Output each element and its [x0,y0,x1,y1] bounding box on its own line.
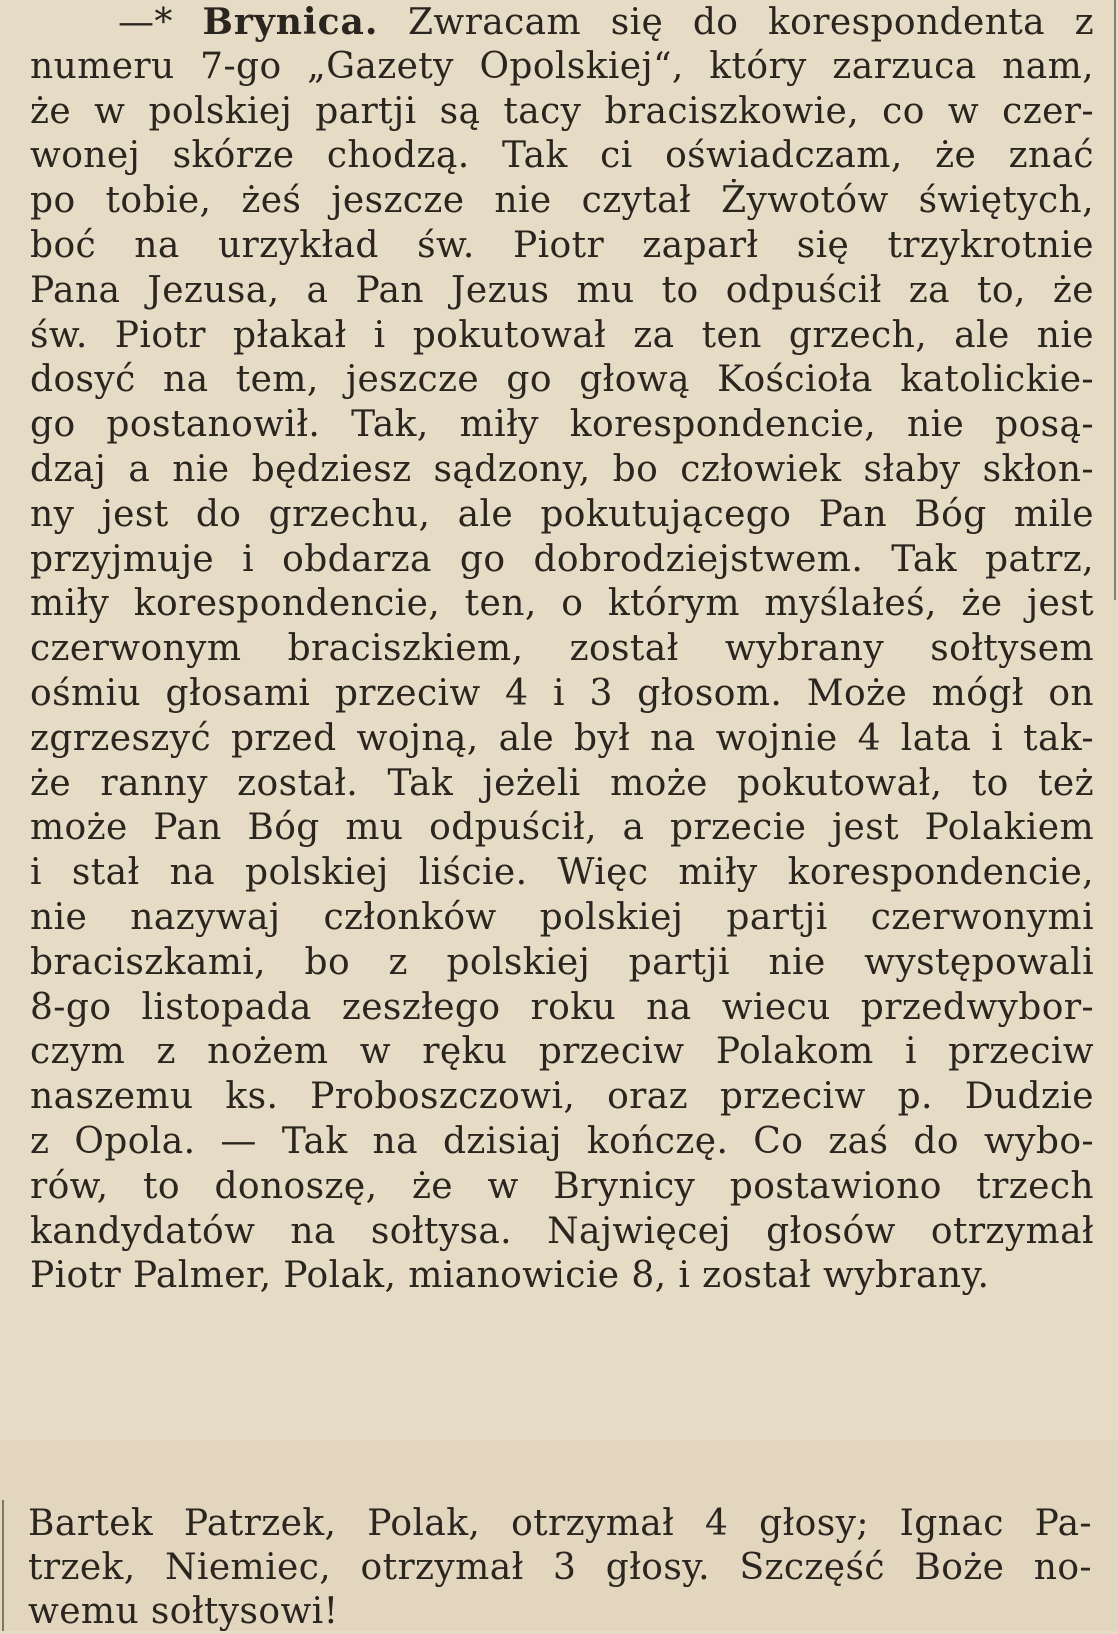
dateline-prefix: —* [118,2,203,43]
article-line: miły korespondencie, ten, o którym myślałeś, że jest [30,583,1094,625]
article-line: może Pan Bóg mu odpuścił, a przecie jest Polakiem [30,807,1094,849]
article-line: dosyć na tem, jeszcze go głową Kościoła katolickie- [30,359,1094,401]
article-line: i stał na polskiej liście. Więc miły korespondencie, [30,852,1094,894]
article-line: naszemu ks. Proboszczowi, oraz przeciw p. Dudzie [30,1076,1094,1118]
continuation-line: wemu sołtysowi! [28,1591,339,1632]
dateline-place: Brynica. [202,1,379,43]
article-line: 8-go listopada zeszłego roku na wiecu przedwybor- [30,986,1094,1028]
article-line: braciszkami, bo z polskiej partji nie występowali [30,941,1094,983]
article-line: ny jest do grzechu, ale pokutującego Pan Bóg mile [30,493,1094,535]
article-line: że w polskiej partji są tacy braciszkowie, co w czer- [30,90,1094,132]
article-line: ośmiu głosami przeciw 4 i 3 głosom. Może mógł on [30,672,1094,714]
article-line: nie nazywaj członków polskiej partji czerwonymi [30,896,1094,938]
article-brynica [30,0,1094,1299]
article-line: boć na urzykład św. Piotr zaparł się trzykrotnie [30,224,1094,266]
article-line: Piotr Palmer, Polak, mianowicie 8, i został wybrany. [30,1255,990,1297]
article-line: wonej skórze chodzą. Tak ci oświadczam, że znać [30,135,1094,177]
continuation-line: Bartek Patrzek, Polak, otrzymał 4 głosy; Ignac Pa- [28,1503,1092,1544]
article-line: po tobie, żeś jeszcze nie czytał Żywotów świętych, [30,180,1094,222]
article-line: czym z nożem w ręku przeciw Polakom i przeciw [30,1031,1094,1073]
article-line: dzaj a nie będziesz sądzony, bo człowiek słaby skłon- [30,448,1094,490]
column-rule-left [2,1500,4,1631]
article-line: go postanowił. Tak, miły korespondencie, nie posą- [30,404,1094,446]
article-line: przyjmuje i obdarza go dobrodziejstwem. Tak patrz, [30,538,1094,580]
article-line: zgrzeszyć przed wojną, ale był na wojnie 4 lata i tak- [30,717,1094,759]
first-line-text: Zwracam się do korespondenta z [378,2,1094,43]
article-line: czerwonym braciszkiem, został wybrany sołtysem [30,628,1094,670]
article-line: Pana Jezusa, a Pan Jezus mu to odpuścił za to, że [30,269,1094,311]
article-line: rów, to donoszę, że w Brynicy postawiono trzech [30,1165,1094,1207]
article-continuation [28,1502,1092,1634]
article-first-line [30,0,1094,45]
column-rule-right [1114,0,1116,600]
continuation-line: trzek, Niemiec, otrzymał 3 głosy. Szczęść Boże no- [28,1547,1092,1588]
article-line: z Opola. — Tak na dzisiaj kończę. Co zaś do wybo- [30,1120,1094,1162]
article-line: kandydatów na sołtysa. Najwięcej głosów otrzymał [30,1210,1094,1252]
article-line: św. Piotr płakał i pokutował za ten grzech, ale nie [30,314,1094,356]
article-line: że ranny został. Tak jeżeli może pokutował, to też [30,762,1094,804]
article-line: numeru 7-go „Gazety Opolskiej“, który zarzuca nam, [30,45,1094,87]
